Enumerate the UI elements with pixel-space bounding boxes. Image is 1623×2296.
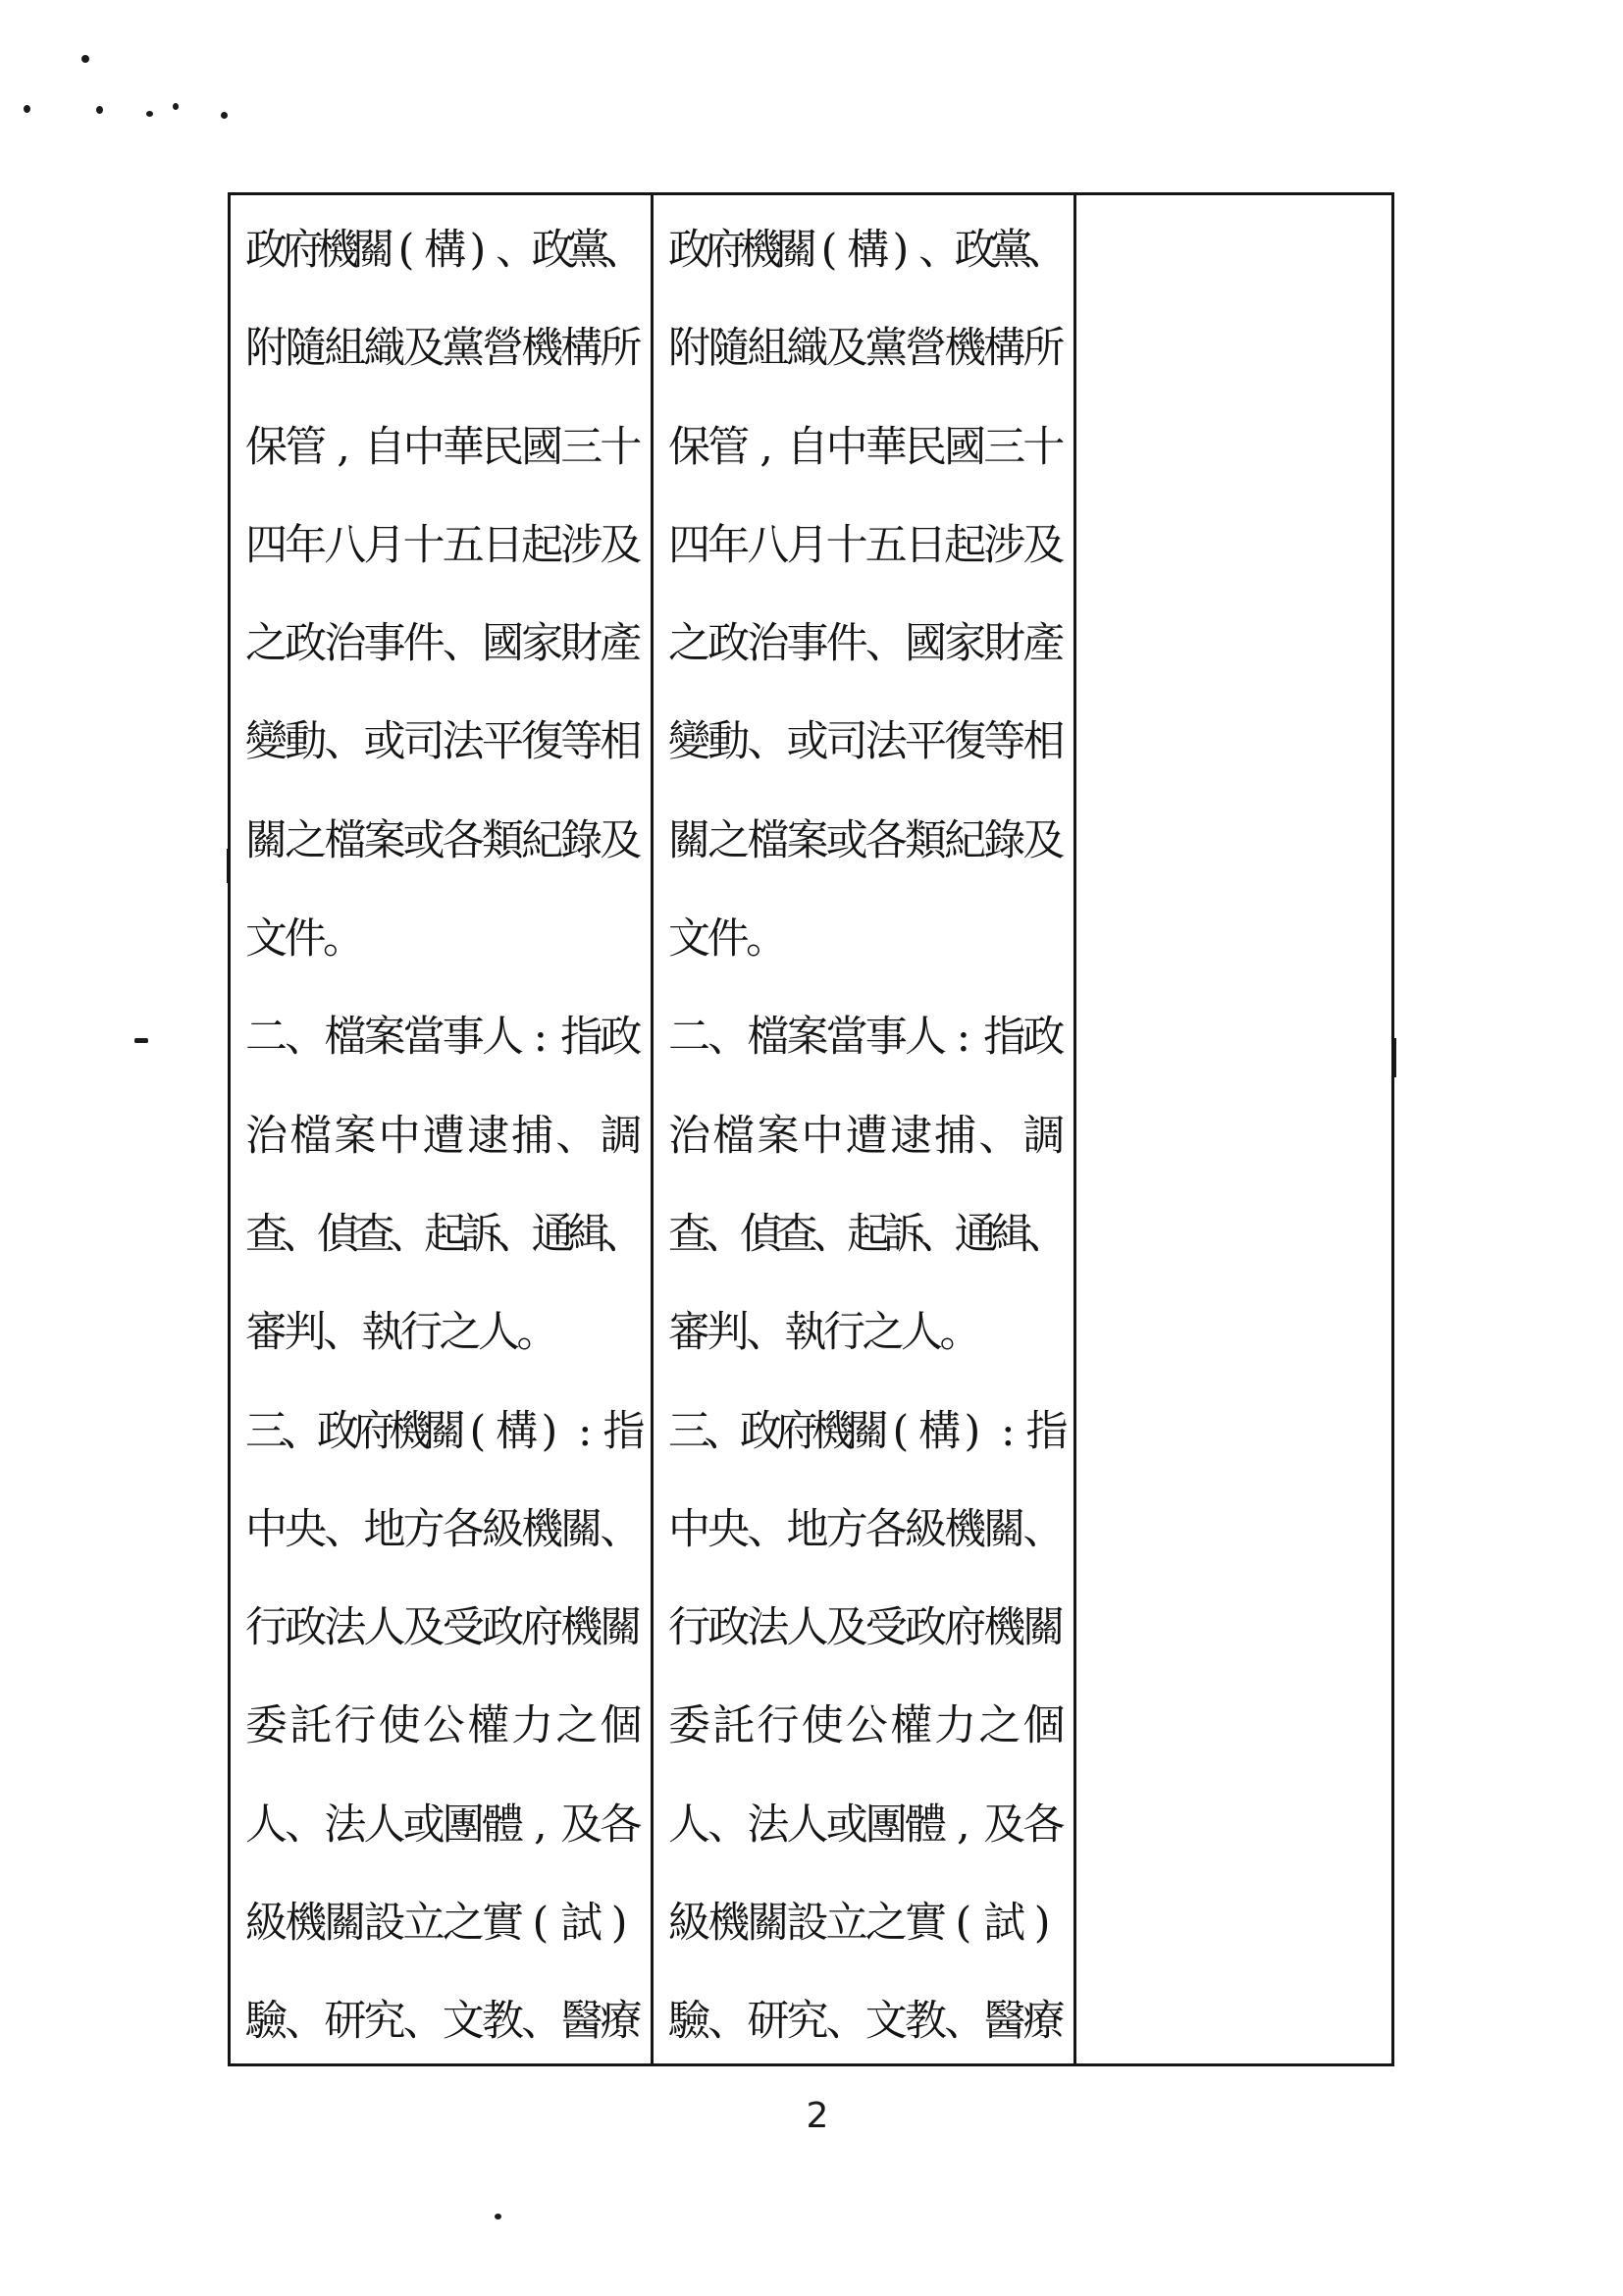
text-line: 文 件 。: [668, 914, 788, 965]
text-line: 附 隨 組 織 及 黨 營 機 構 所: [245, 324, 643, 374]
text-line: 委 託 行 使 公 權 力 之 個: [668, 1701, 1066, 1751]
text-line: 之 政 治 事 件 、 國 家 財 產: [668, 619, 1066, 669]
text-line: 查 、 偵 查 、 起 訴 、 通 緝 、: [668, 1209, 1069, 1259]
text-line: 二 、 檔 案 當 事 人 : 指 政: [668, 1013, 1066, 1063]
text-line: 之 政 治 事 件 、 國 家 財 產: [245, 619, 643, 669]
scan-speck: [173, 103, 179, 110]
table-column-left: [231, 195, 654, 2063]
text-line: 附 隨 組 織 及 黨 營 機 構 所: [668, 324, 1066, 374]
text-line: 四 年 八 月 十 五 日 起 涉 及: [245, 520, 643, 570]
scan-speck: [81, 55, 89, 63]
text-line: 審 判 、 執 行 之 人 。: [668, 1308, 982, 1358]
text-line: 關 之 檔 案 或 各 類 紀 錄 及: [668, 815, 1066, 865]
text-line: 查 、 偵 查 、 起 訴 、 通 緝 、: [245, 1209, 646, 1259]
comparison-table: [228, 192, 1394, 2066]
text-line: 變 動 、 或 司 法 平 復 等 相: [245, 717, 643, 767]
page-number: 2: [806, 2096, 829, 2136]
text-line: 二 、 檔 案 當 事 人 : 指 政: [245, 1013, 643, 1063]
text-line: 治 檔 案 中 遭 逮 捕 、 調: [668, 1111, 1066, 1161]
text-line: 人 、 法 人 或 團 體 , 及 各: [668, 1800, 1066, 1850]
text-line: 中 央 、 地 方 各 級 機 關 、: [668, 1504, 1066, 1554]
text-line: 政 府 機 關 ( 構 ) 、 政 黨 、: [668, 226, 1069, 275]
table-column-right-empty: [1076, 195, 1391, 2063]
text-line: 人 、 法 人 或 團 體 , 及 各: [245, 1800, 643, 1850]
text-line: 三 、 政 府 機 關 ( 構 ) : 指: [668, 1406, 1069, 1456]
text-line: 保 管 , 自 中 華 民 國 三 十: [668, 422, 1066, 472]
text-line: 驗 、 研 究 、 文 教 、 醫 療: [668, 1997, 1066, 2047]
text-line: 文 件 。: [245, 914, 365, 965]
scan-speck: [221, 112, 228, 119]
scan-speck: [96, 106, 103, 114]
text-line: 四 年 八 月 十 五 日 起 涉 及: [668, 520, 1066, 570]
text-line: 關 之 檔 案 或 各 類 紀 錄 及: [245, 815, 643, 865]
text-line: 驗 、 研 究 、 文 教 、 醫 療: [245, 1997, 643, 2047]
text-line: 審 判 、 執 行 之 人 。: [245, 1308, 559, 1358]
text-line: 級 機 關 設 立 之 實 ( 試 ): [245, 1899, 628, 1949]
text-line: 級 機 關 設 立 之 實 ( 試 ): [668, 1899, 1051, 1949]
text-line: 行 政 法 人 及 受 政 府 機 關: [668, 1603, 1066, 1653]
table-column-middle: [654, 195, 1076, 2063]
scan-speck: [146, 111, 153, 117]
text-line: 治 檔 案 中 遭 逮 捕 、 調: [245, 1111, 643, 1161]
scan-speck: [24, 105, 30, 113]
text-line: 中 央 、 地 方 各 級 機 關 、: [245, 1504, 643, 1554]
text-line: 保 管 , 自 中 華 民 國 三 十: [245, 422, 643, 472]
scan-speck: [134, 1038, 148, 1043]
text-line: 變 動 、 或 司 法 平 復 等 相: [668, 717, 1066, 767]
scan-speck: [495, 2214, 501, 2219]
text-line: 政 府 機 關 ( 構 ) 、 政 黨 、: [245, 226, 646, 275]
text-line: 行 政 法 人 及 受 政 府 機 關: [245, 1603, 643, 1653]
text-line: 委 託 行 使 公 權 力 之 個: [245, 1701, 643, 1751]
text-line: 三 、 政 府 機 關 ( 構 ) : 指: [245, 1406, 646, 1456]
